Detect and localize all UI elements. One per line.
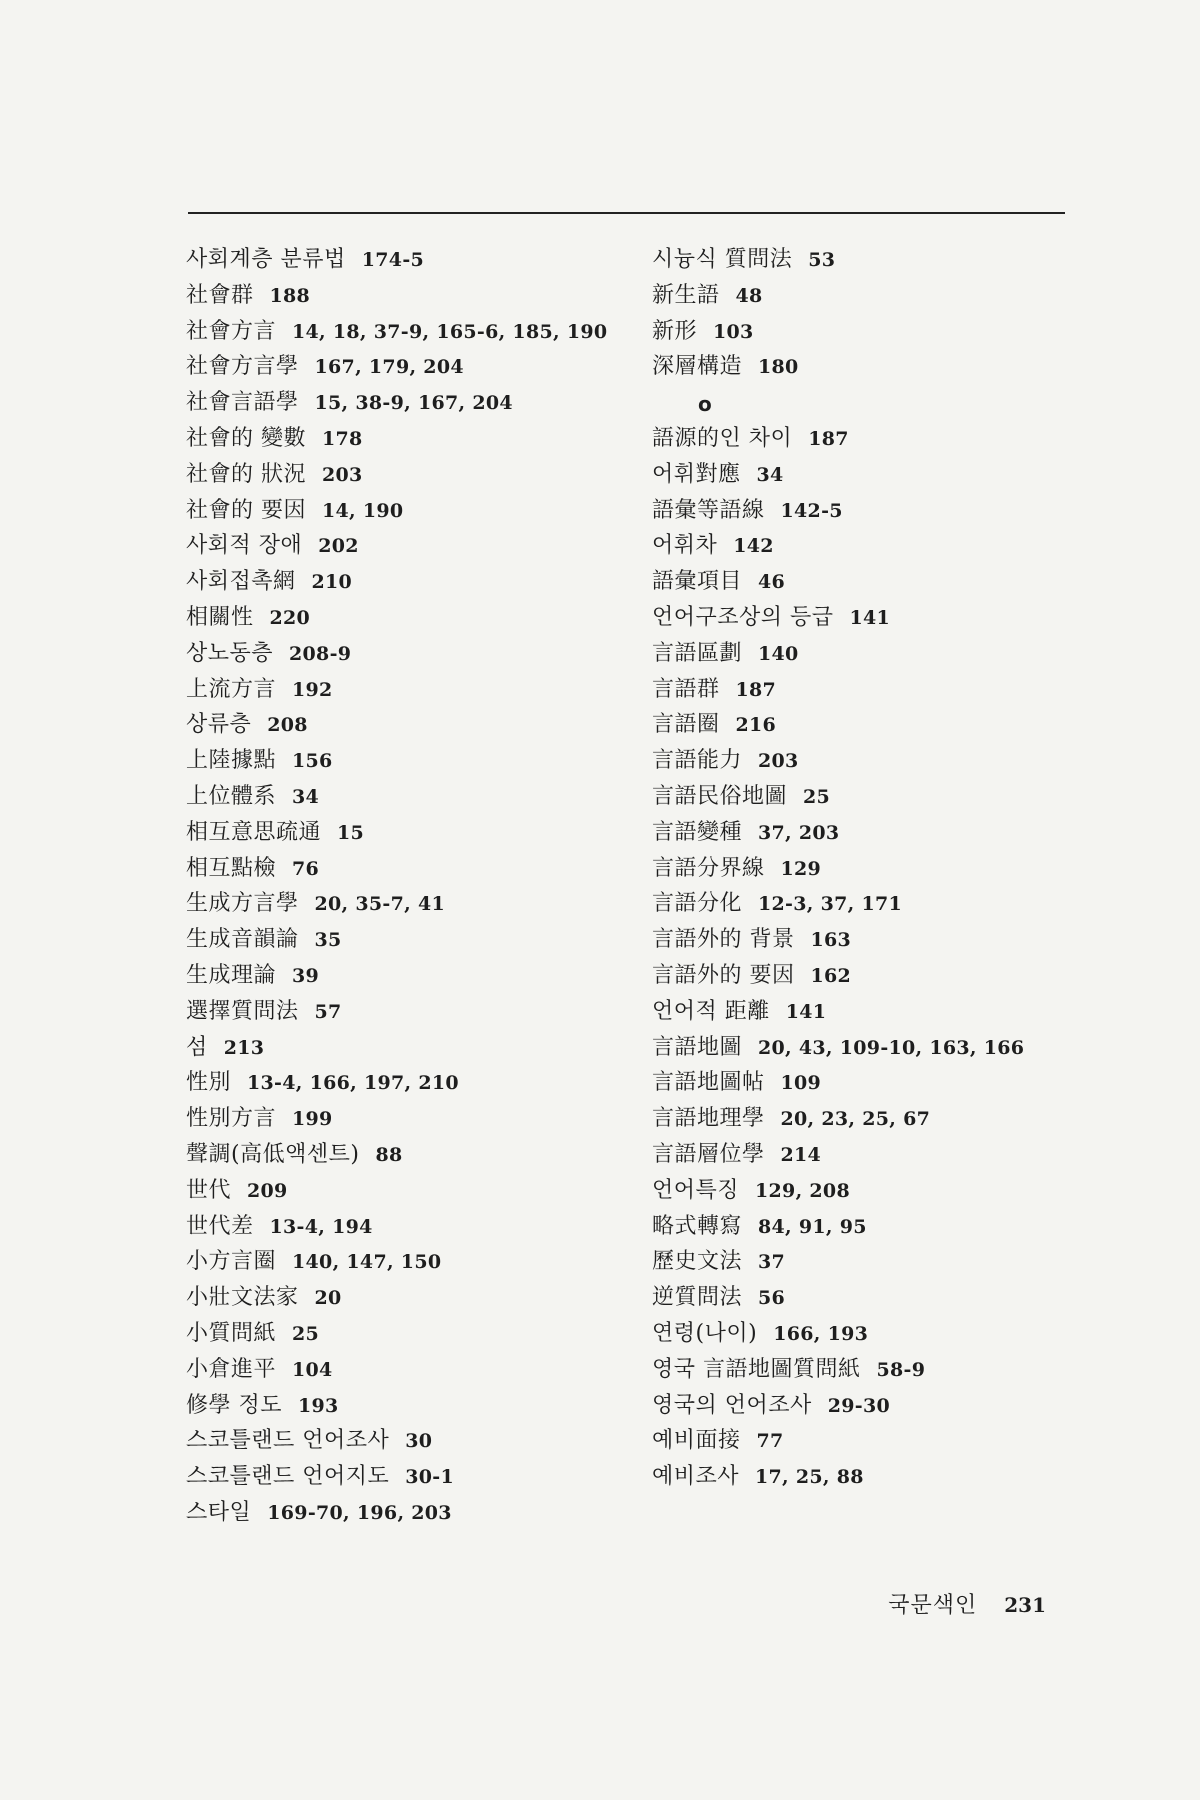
index-term: 言語能力: [652, 748, 743, 774]
page-refs: 29-30: [827, 1394, 891, 1417]
index-entry: [652, 1072, 821, 1094]
page-refs: 53: [808, 249, 836, 271]
index-term: 섬: [186, 1034, 208, 1060]
index-entry: [186, 282, 311, 308]
page-refs: 162: [810, 965, 852, 987]
index-entry: [186, 714, 308, 736]
page-refs: 203: [758, 750, 799, 773]
index-term: 상노동층: [186, 640, 274, 666]
index-term: 選擇質問法: [186, 998, 299, 1024]
index-term: 略式轉寫: [652, 1213, 743, 1239]
index-term: 小方言圈: [186, 1249, 277, 1275]
index-entry: [652, 965, 851, 987]
page-refs: 56: [758, 1287, 786, 1310]
index-entry: [652, 1392, 891, 1418]
index-entry: [652, 998, 827, 1024]
page-refs: 187: [735, 678, 777, 701]
page-refs: 37, 203: [758, 821, 840, 844]
section-heading: o: [698, 392, 712, 417]
index-entry: [186, 1251, 441, 1273]
index-term: 言語外的 背景: [652, 927, 795, 953]
index-term: 世代: [186, 1177, 232, 1203]
index-term: 世代差: [186, 1213, 254, 1239]
index-term: 小質問紙: [186, 1321, 277, 1346]
index-term: 사회접촉網: [186, 569, 296, 595]
page-number: 231: [1004, 1593, 1046, 1617]
index-term: 언어구조상의 등급: [652, 605, 834, 630]
index-term: 生成音韻論: [186, 927, 299, 953]
page-refs: 208: [267, 714, 308, 737]
index-entry: [186, 571, 352, 593]
index-entry: [652, 714, 776, 736]
index-term: 어휘對應: [652, 461, 741, 487]
page-refs: 14, 190: [322, 499, 404, 522]
index-entry: [652, 640, 799, 666]
page-refs: 156: [292, 750, 333, 773]
index-entry: [186, 1072, 459, 1094]
page-refs: 103: [713, 320, 754, 343]
page-refs: 58-9: [876, 1358, 926, 1381]
page-refs: 141: [849, 607, 891, 629]
page-refs: 142-5: [780, 499, 843, 522]
page-refs: 180: [758, 356, 799, 379]
index-term: 시늉식 質問法: [652, 247, 793, 272]
page-refs: 174-5: [361, 249, 425, 271]
index-term: 스코틀랜드 언어지도: [186, 1464, 390, 1490]
page-refs: 84, 91, 95: [758, 1215, 867, 1238]
index-term: 言語圈: [652, 712, 720, 738]
page-refs: 34: [756, 463, 784, 486]
index-term: 社會方言: [186, 318, 277, 344]
index-entry: [186, 497, 404, 523]
index-entry: [652, 1356, 926, 1382]
index-term: 言語分界線: [652, 855, 765, 881]
page-refs: 129: [780, 857, 822, 880]
index-term: 스코틀랜드 언어조사: [186, 1428, 390, 1454]
index-entry: [186, 1213, 373, 1239]
page-refs: 14, 18, 37-9, 165-6, 185, 190: [292, 320, 608, 343]
index-entry: [186, 893, 445, 915]
index-term: 社會言語學: [186, 390, 299, 416]
index-entry: [186, 1430, 432, 1452]
page-refs: 216: [735, 714, 777, 737]
page-refs: 192: [292, 678, 333, 701]
index-entry: [652, 676, 777, 702]
index-entry: [186, 786, 319, 808]
index-entry: [186, 461, 363, 487]
page-refs: 166, 193: [773, 1323, 869, 1345]
page-refs: 129, 208: [755, 1179, 850, 1202]
index-term: 社會的 要因: [186, 497, 306, 523]
index-entry: [652, 318, 754, 344]
page-refs: 142: [733, 535, 774, 558]
index-entry: [186, 356, 464, 378]
index-term: 上陸據點: [186, 748, 277, 774]
index-entry: [186, 1323, 319, 1345]
page-refs: 214: [780, 1144, 822, 1166]
index-entry: [652, 461, 784, 487]
page-refs: 208-9: [289, 642, 352, 665]
page-refs: 199: [292, 1108, 333, 1131]
index-term: 上流方言: [186, 676, 277, 702]
index-term: 相互點檢: [186, 855, 277, 881]
index-entry: [186, 750, 333, 772]
index-entry: [186, 535, 359, 557]
index-term: 性別: [186, 1070, 232, 1096]
index-term: 語彙等語線: [652, 497, 765, 523]
page-refs: 104: [292, 1358, 333, 1381]
index-term: 言語民俗地圖: [652, 784, 788, 809]
page-refs: 35: [314, 929, 342, 952]
index-term: 言語外的 要因: [652, 963, 795, 988]
page-refs: 30: [405, 1430, 433, 1453]
index-entry: [652, 1177, 850, 1203]
index-term: 言語地圖帖: [652, 1070, 765, 1096]
index-term: 言語區劃: [652, 640, 743, 666]
index-entry: [652, 282, 763, 308]
index-term: 語彙項目: [652, 569, 743, 595]
index-term: 言語地圖: [652, 1034, 743, 1060]
page-refs: 140, 147, 150: [292, 1251, 442, 1274]
index-entry: [186, 929, 342, 951]
index-entry: [186, 965, 319, 987]
index-term: 언어특징: [652, 1177, 740, 1203]
page-refs: 77: [756, 1430, 784, 1453]
page-refs: 203: [322, 463, 363, 486]
index-entry: [652, 1466, 864, 1488]
index-term: 言語層位學: [652, 1142, 765, 1167]
index-term: 小壯文法家: [186, 1285, 299, 1311]
index-term: 言語地理學: [652, 1106, 765, 1132]
index-entry: [186, 318, 608, 344]
page-refs: 169-70, 196, 203: [267, 1502, 452, 1524]
page-refs: 17, 25, 88: [755, 1466, 864, 1489]
index-term: 小倉進平: [186, 1356, 277, 1382]
index-term: 예비面接: [652, 1428, 741, 1454]
index-term: 영국 言語地圖質問紙: [652, 1356, 861, 1382]
index-term: 歷史文法: [652, 1249, 743, 1275]
page-refs: 141: [785, 1000, 827, 1023]
index-entry: [186, 819, 365, 845]
index-term: 上位體系: [186, 784, 277, 809]
index-entry: [652, 855, 822, 881]
index-entry: [652, 497, 843, 523]
page-refs: 39: [292, 965, 320, 987]
page-refs: 13-4, 194: [269, 1215, 373, 1238]
page-refs: 57: [314, 1000, 342, 1023]
index-entry: [186, 1034, 265, 1060]
index-term: 修學 정도: [186, 1392, 282, 1418]
page-refs: 46: [758, 571, 786, 594]
index-entry: [186, 392, 513, 414]
index-entry: [186, 428, 363, 450]
index-term: 性別方言: [186, 1106, 277, 1132]
index-term: 사회적 장애: [186, 533, 303, 559]
index-entry: [652, 1144, 821, 1166]
page-refs: 209: [247, 1179, 288, 1202]
index-term: 예비조사: [652, 1464, 740, 1490]
index-entry: [652, 1430, 784, 1452]
page-refs: 202: [318, 535, 359, 558]
index-entry: [186, 998, 342, 1024]
page-refs: 25: [292, 1323, 320, 1345]
index-entry: [652, 1034, 1025, 1060]
page-refs: 178: [322, 428, 363, 450]
index-entry: [652, 571, 785, 593]
index-term: 상류층: [186, 712, 252, 738]
index-term: 新形: [652, 318, 698, 344]
page-refs: 163: [810, 929, 852, 952]
page-refs: 109: [780, 1072, 822, 1095]
index-entry: [652, 1213, 867, 1239]
page-refs: 210: [311, 571, 353, 594]
page-refs: 34: [292, 786, 320, 808]
index-term: 어휘차: [652, 533, 718, 559]
page-refs: 20, 23, 25, 67: [780, 1108, 931, 1131]
index-term: 言語分化: [652, 891, 743, 917]
index-term: 社會的 變數: [186, 426, 306, 451]
page-refs: 167, 179, 204: [314, 356, 464, 379]
index-term: 生成方言學: [186, 891, 299, 917]
page-refs: 88: [375, 1144, 403, 1166]
index-entry: [186, 1177, 288, 1203]
index-term: 深層構造: [652, 354, 743, 380]
index-entry: [652, 929, 851, 951]
index-entry: [652, 1323, 868, 1345]
page-refs: 193: [298, 1394, 339, 1417]
page-refs: 25: [803, 786, 831, 808]
page-refs: 213: [223, 1036, 265, 1059]
index-term: 스타일: [186, 1500, 252, 1525]
index-entry: [186, 1144, 402, 1166]
page-refs: 20, 35-7, 41: [314, 893, 446, 916]
index-term: 社會方言學: [186, 354, 299, 380]
index-entry: [652, 1251, 785, 1273]
index-entry: [652, 1287, 785, 1309]
index-term: 相關性: [186, 605, 254, 630]
index-term: 言語變種: [652, 819, 743, 845]
index-entry: [652, 535, 774, 557]
page-refs: 76: [292, 857, 320, 880]
page-refs: 140: [758, 642, 799, 665]
page-refs: 220: [269, 607, 311, 629]
page-refs: 30-1: [405, 1466, 455, 1489]
index-term: 言語群: [652, 676, 720, 702]
index-term: 社會的 狀況: [186, 461, 306, 487]
page-refs: 13-4, 166, 197, 210: [247, 1072, 459, 1095]
index-entry: [186, 855, 320, 881]
index-entry: [652, 607, 890, 629]
page-refs: 12-3, 37, 171: [758, 893, 903, 916]
index-entry: [186, 676, 333, 702]
page-footer: [888, 1588, 1046, 1619]
page-refs: 188: [269, 284, 311, 307]
index-entry: [186, 1108, 333, 1130]
index-entry: [186, 640, 352, 666]
index-entry: [186, 1356, 333, 1382]
index-entry: [652, 893, 902, 915]
index-term: 語源的인 차이: [652, 426, 793, 451]
index-term: 逆質問法: [652, 1285, 743, 1311]
page-refs: 37: [758, 1251, 786, 1274]
index-entry: [652, 819, 840, 845]
index-term: 新生語: [652, 282, 720, 308]
index-entry: [186, 1392, 339, 1418]
index-entry: [652, 786, 830, 808]
index-term: 社會群: [186, 282, 254, 308]
index-entry: [186, 1287, 342, 1309]
page-refs: 20, 43, 109-10, 163, 166: [758, 1036, 1025, 1059]
page-refs: 187: [808, 428, 849, 450]
top-rule: [188, 212, 1065, 214]
index-entry: [652, 428, 849, 450]
index-entry: [186, 249, 424, 271]
index-term: 영국의 언어조사: [652, 1392, 812, 1418]
page-refs: 15: [337, 821, 365, 844]
index-entry: [186, 607, 310, 629]
footer-title: 국문색인: [888, 1593, 978, 1618]
index-term: 生成理論: [186, 963, 277, 988]
index-term: 연령(나이): [652, 1321, 758, 1346]
index-term: 언어적 距離: [652, 998, 770, 1024]
page-refs: 20: [314, 1287, 342, 1310]
index-term: 相互意思疏通: [186, 819, 322, 845]
index-entry: [652, 356, 799, 378]
index-entry: [186, 1466, 454, 1488]
index-term: 사회계층 분류법: [186, 247, 346, 272]
page-refs: 15, 38-9, 167, 204: [314, 392, 513, 415]
index-entry: [652, 1108, 930, 1130]
index-entry: [652, 249, 835, 271]
index-term: 聲調(高低액센트): [186, 1142, 360, 1167]
page-refs: 48: [735, 284, 763, 307]
index-entry: [652, 750, 799, 772]
index-entry: [186, 1502, 452, 1524]
